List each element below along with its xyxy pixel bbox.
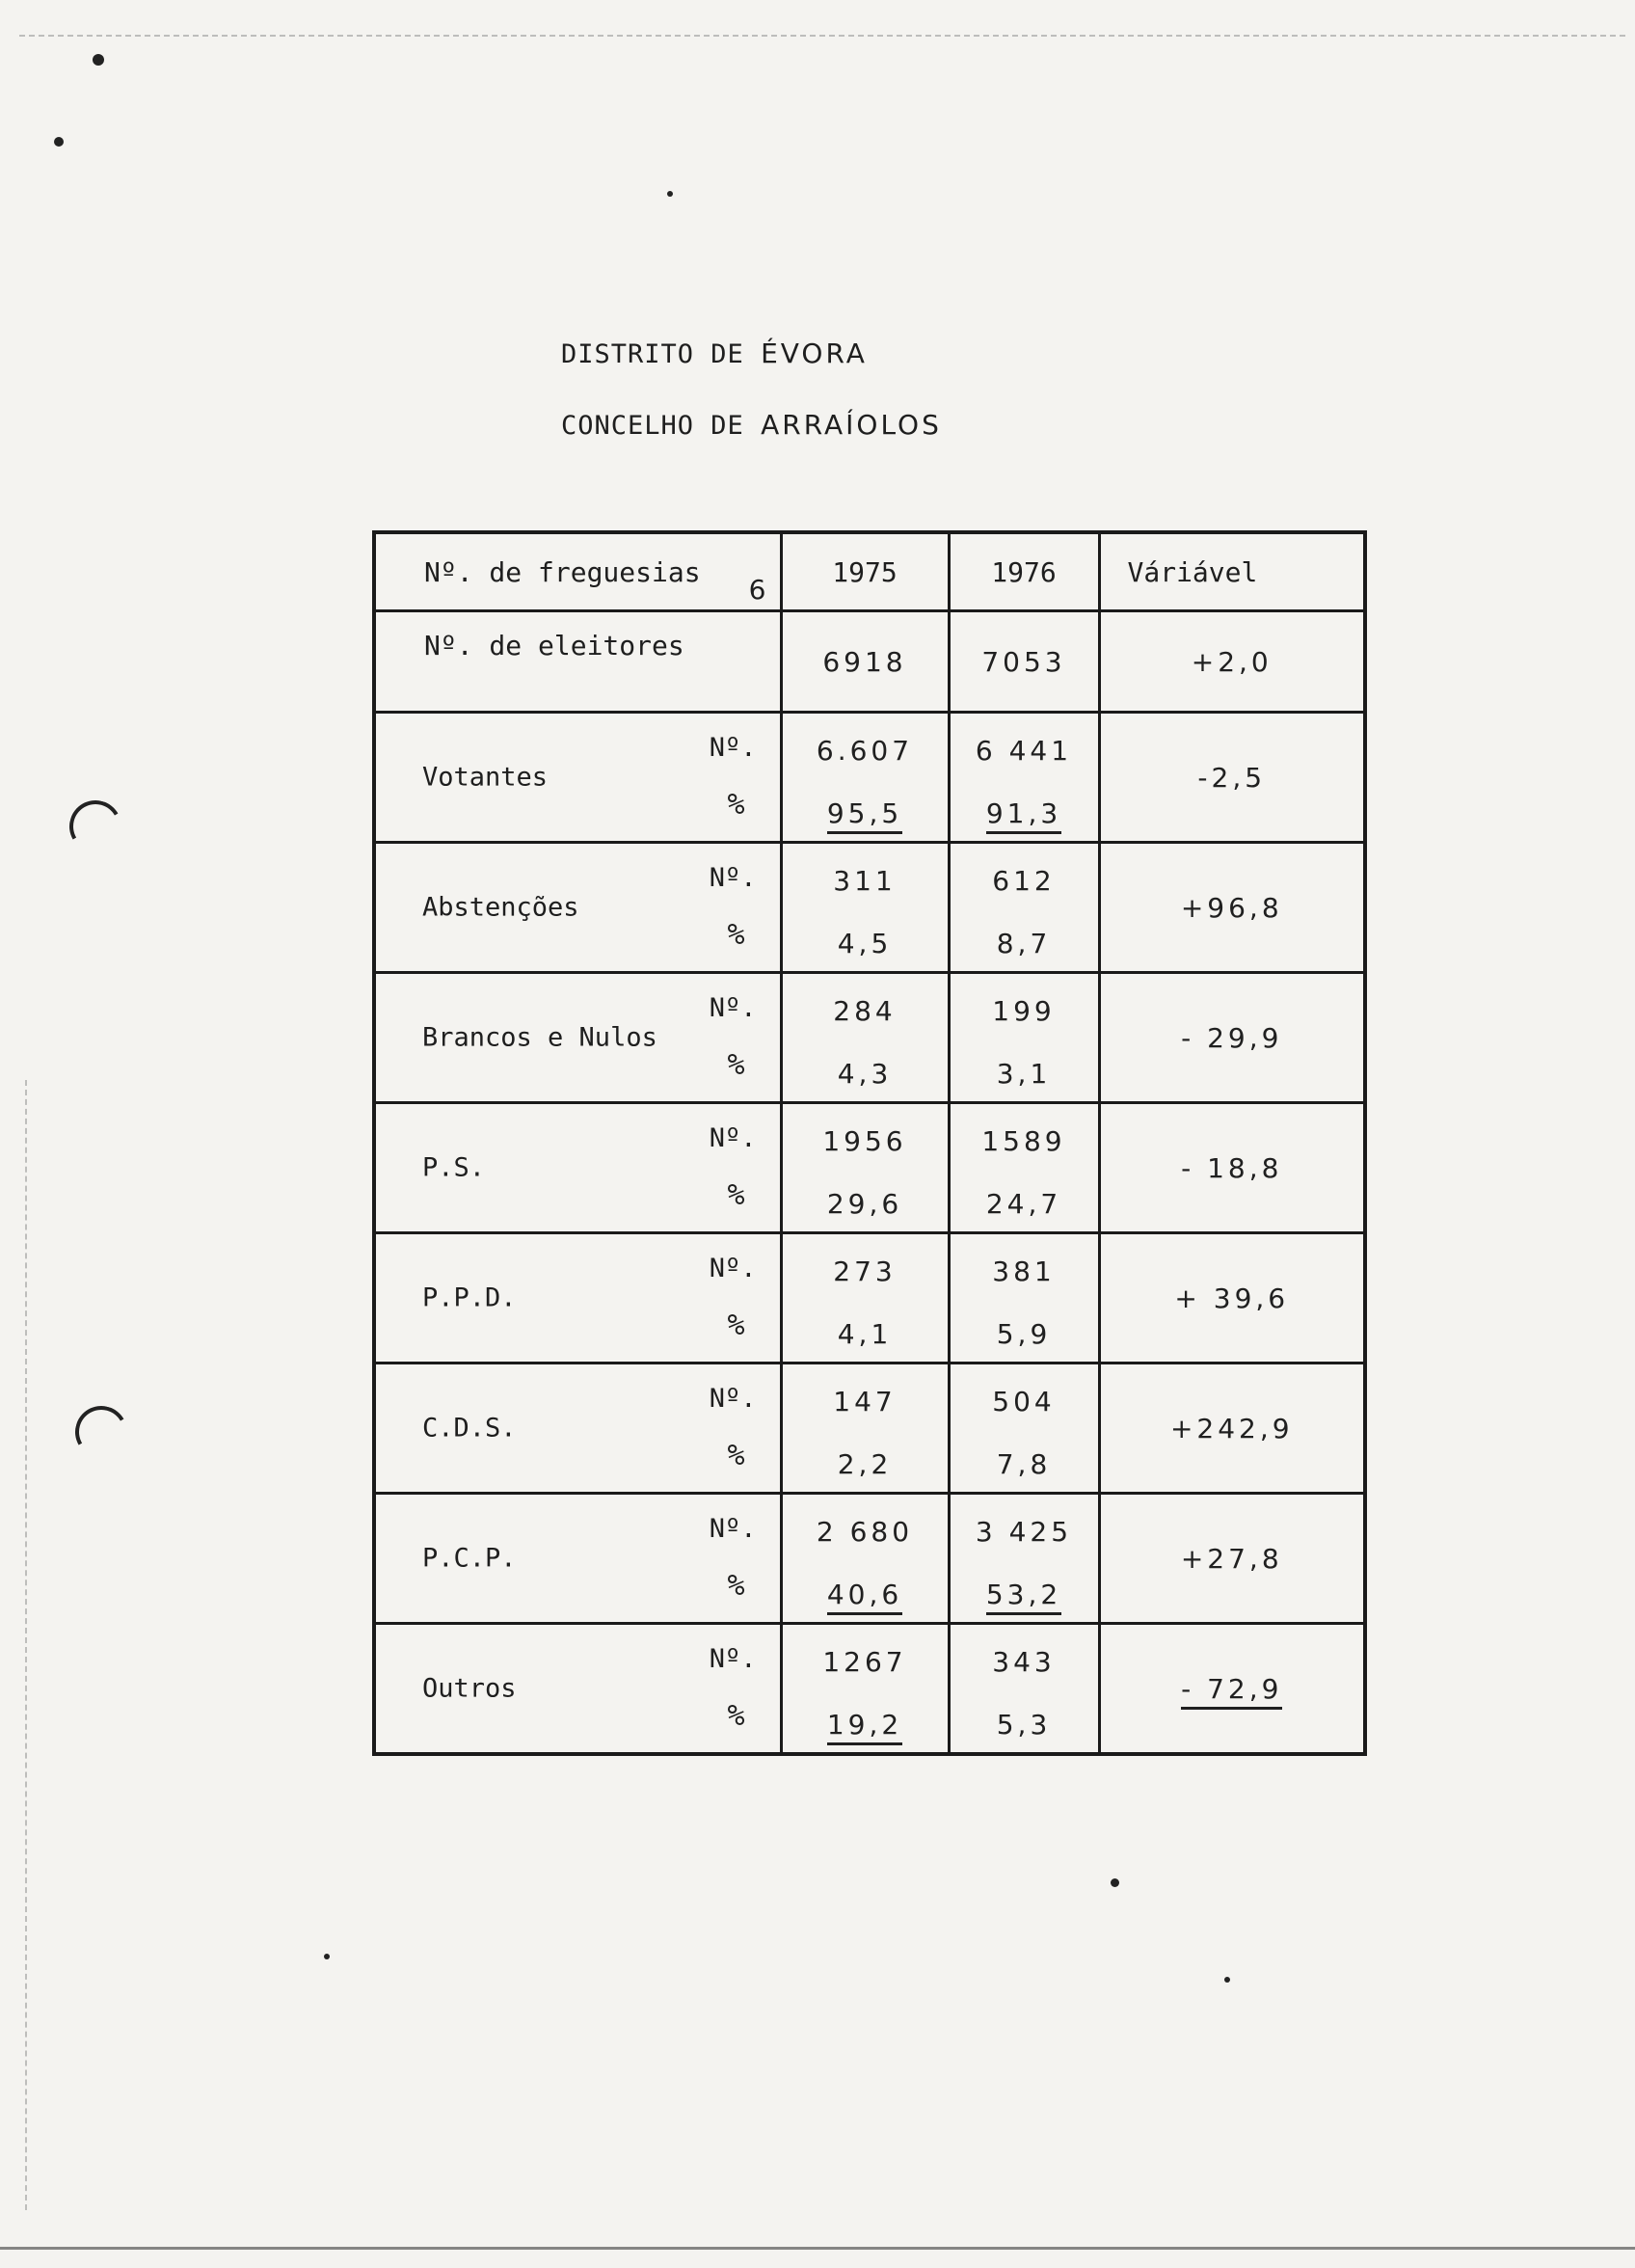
electors-1976: 7053 <box>949 611 1099 713</box>
municipality-heading-typed: CONCELHO DE <box>561 411 762 441</box>
row-variavel <box>1099 973 1365 1103</box>
row-variavel-value: +96,8 <box>1180 891 1283 924</box>
row-label-cell <box>374 1233 781 1364</box>
row-percent-value: 8,7 <box>996 928 1052 959</box>
scan-speck <box>93 54 104 66</box>
row-label-cell <box>374 843 781 973</box>
row-label: Abstenções <box>422 892 579 923</box>
row-variavel-value: + 39,6 <box>1174 1282 1290 1314</box>
row-count-1975 <box>783 1516 948 1548</box>
row-count-1976 <box>951 1125 1098 1157</box>
row-label: Brancos e Nulos <box>422 1022 657 1053</box>
row-label: P.S. <box>422 1152 486 1183</box>
table-row <box>374 1233 1365 1364</box>
row-percent-1976 <box>951 1579 1098 1610</box>
row-percent-marker: % <box>727 1048 745 1082</box>
row-percent-value: 24,7 <box>985 1188 1062 1220</box>
row-variavel <box>1099 843 1365 973</box>
row-label-cell <box>374 1364 781 1494</box>
row-percent-1975 <box>783 928 948 959</box>
table-row <box>374 1494 1365 1624</box>
row-percent-marker: % <box>727 1569 745 1603</box>
row-label: Outros <box>422 1673 517 1704</box>
row-percent-1975 <box>783 1448 948 1480</box>
header-year-1976: 1976 <box>949 532 1099 611</box>
row-count-value: 311 <box>833 865 897 897</box>
row-count-marker: Nº. <box>709 863 757 893</box>
municipality-heading-name: ARRAÍOLOS <box>761 409 942 441</box>
municipality-heading <box>0 409 1635 441</box>
table-row <box>374 1624 1365 1755</box>
row-values-1975 <box>781 1233 949 1364</box>
row-count-marker: Nº. <box>709 993 757 1023</box>
row-variavel-value: -2,5 <box>1197 761 1267 794</box>
row-label: P.P.D. <box>422 1282 517 1313</box>
row-percent-value: 4,3 <box>837 1058 893 1090</box>
scan-speck <box>1111 1878 1119 1887</box>
electors-row <box>374 611 1365 713</box>
row-percent-value: 91,3 <box>986 797 1061 834</box>
bottom-edge-line <box>0 2247 1635 2250</box>
row-percent-value: 4,1 <box>837 1318 893 1350</box>
row-percent-value: 19,2 <box>827 1709 902 1745</box>
row-percent-value: 40,6 <box>827 1579 902 1615</box>
row-count-value: 1956 <box>822 1125 907 1157</box>
row-values-1975 <box>781 973 949 1103</box>
row-variavel <box>1099 1364 1365 1494</box>
table-row <box>374 843 1365 973</box>
row-percent-1975 <box>783 1058 948 1090</box>
row-percent-value: 2,2 <box>837 1448 893 1480</box>
header-freguesias-label: Nº. de freguesias <box>424 555 701 588</box>
scan-speck <box>324 1954 330 1959</box>
row-count-1975 <box>783 735 948 767</box>
row-count-marker: Nº. <box>709 1123 757 1153</box>
row-variavel <box>1099 1103 1365 1233</box>
table-data-rows <box>374 713 1365 1755</box>
punch-hole-arc <box>64 795 127 858</box>
row-count-value: 3 425 <box>975 1516 1073 1548</box>
row-percent-1976 <box>951 1709 1098 1741</box>
freguesias-count: 6 <box>748 574 766 606</box>
row-percent-1976 <box>951 1448 1098 1480</box>
row-count-value: 284 <box>833 995 897 1027</box>
row-values-1975 <box>781 1624 949 1755</box>
row-count-marker: Nº. <box>709 733 757 763</box>
row-values-1976 <box>949 973 1099 1103</box>
row-count-1975 <box>783 995 948 1027</box>
row-count-1975 <box>783 865 948 897</box>
row-values-1976 <box>949 1103 1099 1233</box>
row-count-1975 <box>783 1386 948 1418</box>
row-count-value: 199 <box>992 995 1056 1027</box>
row-variavel <box>1099 1233 1365 1364</box>
row-variavel <box>1099 1624 1365 1755</box>
row-percent-value: 5,9 <box>996 1318 1052 1350</box>
row-percent-value: 7,8 <box>996 1448 1052 1480</box>
row-values-1975 <box>781 1103 949 1233</box>
electors-label: Nº. de eleitores <box>374 611 781 713</box>
row-percent-1975 <box>783 1318 948 1350</box>
top-edge-line <box>19 35 1625 37</box>
row-percent-value: 4,5 <box>837 928 893 959</box>
district-heading-typed: DISTRITO DE <box>561 339 762 369</box>
row-count-value: 2 680 <box>816 1516 914 1548</box>
row-percent-value: 5,3 <box>996 1709 1052 1741</box>
row-values-1976 <box>949 1494 1099 1624</box>
header-year-1975: 1975 <box>781 532 949 611</box>
election-results-table <box>372 530 1367 1756</box>
row-percent-1976 <box>951 1318 1098 1350</box>
row-percent-value: 29,6 <box>826 1188 903 1220</box>
row-values-1975 <box>781 713 949 843</box>
row-percent-marker: % <box>727 918 745 952</box>
row-percent-marker: % <box>727 1309 745 1342</box>
row-count-value: 6 441 <box>975 735 1073 767</box>
electors-1975: 6918 <box>781 611 949 713</box>
table-row <box>374 713 1365 843</box>
row-count-1976 <box>951 735 1098 767</box>
row-percent-1975 <box>783 1188 948 1220</box>
row-count-marker: Nº. <box>709 1254 757 1283</box>
row-label-cell <box>374 713 781 843</box>
header-variavel: Váriável <box>1099 532 1365 611</box>
row-label: P.C.P. <box>422 1543 517 1574</box>
row-values-1975 <box>781 1494 949 1624</box>
row-values-1976 <box>949 1624 1099 1755</box>
row-percent-1976 <box>951 928 1098 959</box>
row-percent-value: 3,1 <box>996 1058 1052 1090</box>
punch-hole-arc <box>69 1400 133 1464</box>
row-count-value: 381 <box>992 1256 1056 1287</box>
table-header-row <box>374 532 1365 611</box>
row-percent-marker: % <box>727 788 745 822</box>
electors-variavel: +2,0 <box>1099 611 1365 713</box>
row-count-marker: Nº. <box>709 1644 757 1674</box>
row-count-1976 <box>951 1516 1098 1548</box>
row-percent-marker: % <box>727 1439 745 1472</box>
row-count-1976 <box>951 865 1098 897</box>
scan-speck <box>1224 1977 1230 1983</box>
row-variavel-value: - 29,9 <box>1181 1021 1283 1054</box>
row-variavel-value: +242,9 <box>1169 1412 1294 1444</box>
row-count-1976 <box>951 1646 1098 1678</box>
row-percent-1975 <box>783 1579 948 1610</box>
row-percent-value: 53,2 <box>986 1579 1061 1615</box>
row-count-value: 343 <box>992 1646 1056 1678</box>
table-row <box>374 1364 1365 1494</box>
row-count-value: 147 <box>833 1386 897 1418</box>
row-percent-value: 95,5 <box>827 797 902 834</box>
scan-speck <box>54 137 64 147</box>
row-values-1975 <box>781 843 949 973</box>
row-label: C.D.S. <box>422 1413 517 1444</box>
row-count-marker: Nº. <box>709 1384 757 1414</box>
table-row <box>374 1103 1365 1233</box>
row-count-marker: Nº. <box>709 1514 757 1544</box>
row-label-cell <box>374 1494 781 1624</box>
row-variavel <box>1099 713 1365 843</box>
row-count-value: 1589 <box>981 1125 1066 1157</box>
row-count-1975 <box>783 1646 948 1678</box>
row-values-1976 <box>949 1364 1099 1494</box>
row-percent-marker: % <box>727 1699 745 1733</box>
district-heading <box>0 338 1635 369</box>
scan-speck <box>667 191 673 197</box>
row-values-1975 <box>781 1364 949 1494</box>
header-freguesias-cell <box>374 532 781 611</box>
row-count-value: 273 <box>833 1256 897 1287</box>
district-heading-name: ÉVORA <box>761 338 868 369</box>
left-margin-line <box>25 1080 27 2210</box>
row-count-1976 <box>951 1256 1098 1287</box>
row-label-cell <box>374 1103 781 1233</box>
row-values-1976 <box>949 1233 1099 1364</box>
row-variavel-value: - 72,9 <box>1181 1673 1282 1710</box>
row-count-value: 504 <box>992 1386 1056 1418</box>
row-count-1976 <box>951 1386 1098 1418</box>
row-count-1975 <box>783 1125 948 1157</box>
row-count-value: 612 <box>992 865 1056 897</box>
row-label-cell <box>374 1624 781 1755</box>
row-percent-1976 <box>951 1188 1098 1220</box>
row-values-1976 <box>949 713 1099 843</box>
row-percent-1975 <box>783 1709 948 1741</box>
row-percent-1975 <box>783 797 948 829</box>
row-label: Votantes <box>422 762 549 793</box>
row-count-value: 1267 <box>822 1646 907 1678</box>
row-variavel <box>1099 1494 1365 1624</box>
row-percent-marker: % <box>727 1178 745 1212</box>
row-label-cell <box>374 973 781 1103</box>
row-count-value: 6.607 <box>816 735 914 767</box>
row-count-1975 <box>783 1256 948 1287</box>
row-percent-1976 <box>951 1058 1098 1090</box>
row-percent-1976 <box>951 797 1098 829</box>
row-values-1976 <box>949 843 1099 973</box>
row-variavel-value: +27,8 <box>1180 1542 1283 1575</box>
row-variavel-value: - 18,8 <box>1181 1151 1283 1184</box>
table-row <box>374 973 1365 1103</box>
row-count-1976 <box>951 995 1098 1027</box>
